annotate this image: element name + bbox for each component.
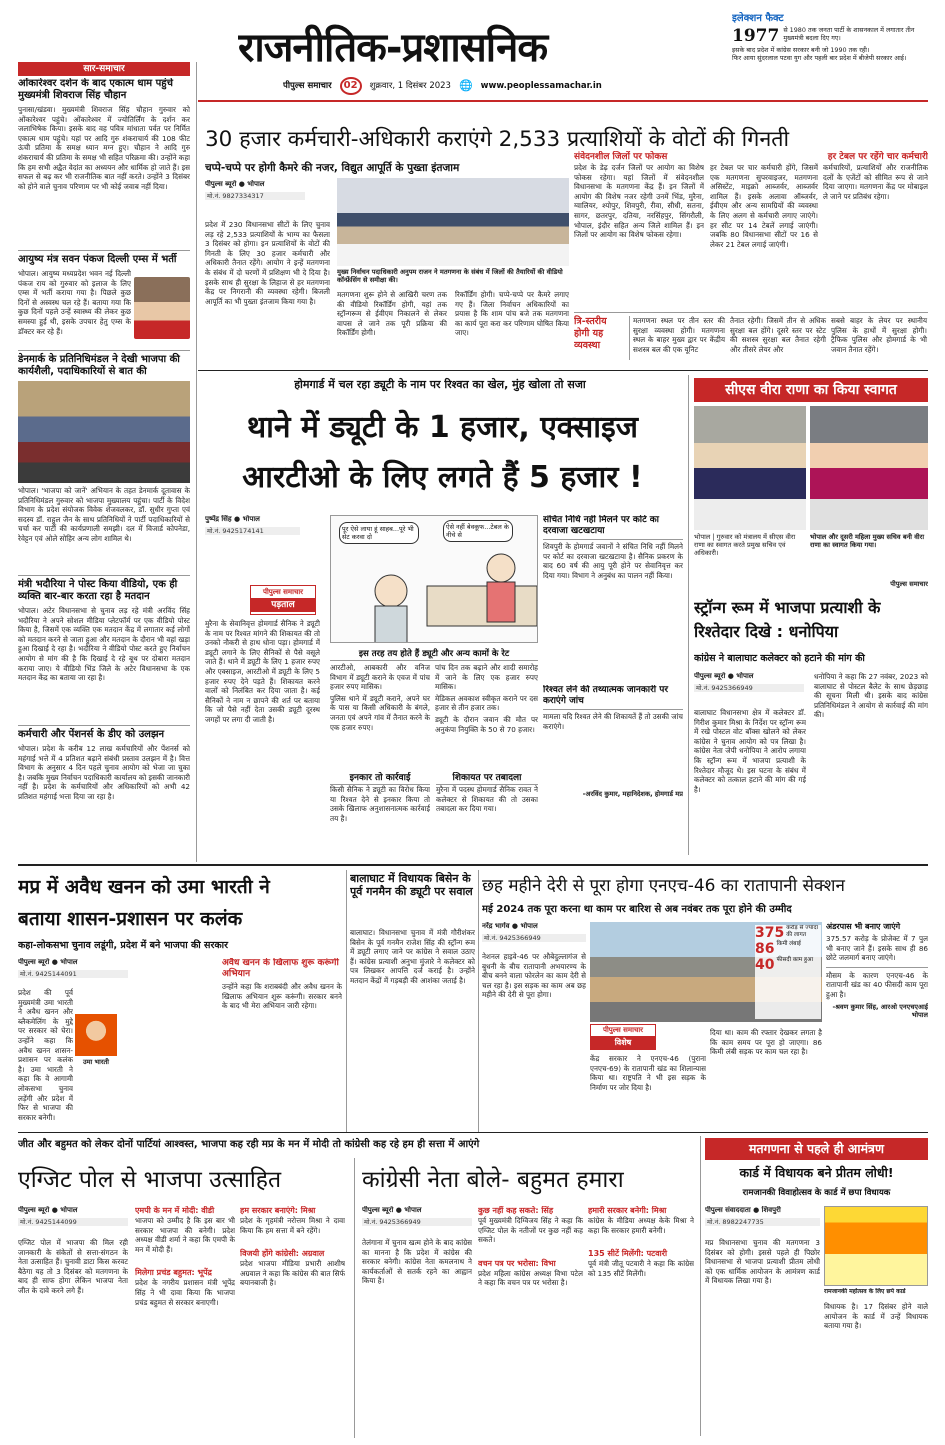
homeguard-kicker: होमगार्ड में चल रहा ड्यूटी के नाम पर रिश्वत का खेल, मुंह खोला तो सजा: [294, 378, 586, 391]
umabharti-body2: [122, 958, 217, 1128]
balaghat-headline: बालाघाट में विधायक बिसेन के पूर्व गनमैन की ड्यूटी पर सवाल: [350, 872, 473, 898]
quote-head: हमारी सरकार बनेगी: मिश्रा: [588, 1206, 667, 1215]
stamp-label: पड़ताल: [251, 598, 315, 612]
brief-body: पुनासा/खंडवा। मुख्यमंत्री शिवराज सिंह चौहान गुरुवार को ओंकारेश्वर पहुंचे। ओंकारेश्वर में ज्योतिर्लिंग के दर्शन कर जलाभिषेक किया। इसके बाद वह पवित्र मांधाता पर्वत पर निर्मित एकात्म धाम पहुंचे। यहां पर आदि गुरु शंकराचार्य की 108 फीट ऊंची प्रतिमा के समक्ष ध्यान मग्न हुए। चौहान ने आदि गुरु शंकराचार्य की प्रतिमा के समक्ष भी सहित परिक्रमा की। उन्होंने कहा कि हम सभी अद्वैत वेदांत का अध्ययन और धार्मिक हो जाते हैं। इस सफल से बढ़ कर भी राजनीतिक बात नहीं करते। उन्होंने 3 दिसंबर को होने वाले चुनाव परिणाम पर भी कोई जवाब नहीं दिया।: [18, 105, 190, 191]
csvira-photo2: [810, 406, 928, 530]
exit-byline-right: [362, 1206, 472, 1232]
probe-body: मामला यदि रिश्वत लेने की शिकायतें हैं तो उसकी जांच कराएंगे।: [543, 712, 683, 731]
briefs-section-bar: सार-समाचार: [18, 62, 190, 76]
rate-item: ड्यूटी के दौरान जवान की मौत पर अनुकंपा नियुक्ति के 50 से 70 हजार।: [435, 714, 538, 734]
umabharti-subbody: उन्होंने कहा कि शराबबंदी और अवैध खनन के खिलाफ अभियान शुरू करूंगी। सरकार बनने के बाद भी मेरा अभियान जारी रहेगा।: [222, 982, 342, 1011]
election-fact-label: इलेक्शन फैक्ट: [732, 13, 784, 24]
exit-body-right: तेलंगाना में चुनाव खत्म होने के बाद कांग्रेस का मानना है कि प्रदेश में कांग्रेस की सरकार बनेगी। कांग्रेस नेता कमलनाथ ने कार्यकर्ताओं से सतर्क रहने का आह्वान किया है।: [362, 1238, 472, 1286]
rate-item: मेडिकल अवकाश स्वीकृत कराने पर दस हजार से तीन हजार तक।: [435, 693, 538, 713]
invitation-card-caption: रामजानकी महोत्सव के लिए छपे कार्ड: [824, 1288, 906, 1295]
section-rule: [198, 100, 928, 102]
lead-body-col3: रिकॉर्डिंग होगी। चप्पे-चप्पे पर कैमरे लगाए गए हैं। जिला निर्वाचन अधिकारियों का प्रयास है कि शाम पांच बजे तक मतगणना का कार्य पूरा करा कर परिणाम घोषित किया जाए।: [455, 290, 569, 338]
quote-body: प्रदेश के गृहमंत्री नरोत्तम मिश्रा ने दावा किया कि हम सत्ता में बने रहेंगे।: [240, 1216, 345, 1235]
transfer-box: [436, 772, 538, 848]
exit-byline-left: [18, 1206, 128, 1232]
lodhi-headline-line1: मतगणना से पहले ही आमंत्रण: [705, 1138, 928, 1160]
brief-body: भोपाल। आयुष्य मध्यप्रदेश भवन नई दिल्ली पंकज राय को गुरुवार को इलाज के लिए एम्स में भर्ती कराया गया है। पिछले कुछ दिनों से अस्वस्थ चल रहे हैं। बताया गया कि कुछ दिनों पहले उन्हें स्वास्थ्य की लेकर कुछ समस्या हुई थी, इसके उपचार हेतु एम्स के डॉक्टर कर रहे हैं।: [18, 269, 131, 336]
strongroom-byline: पीपुल्स ब्यूरो ● भोपाल: [694, 672, 754, 680]
stat-label: फीसदी काम हुआ: [776, 957, 814, 963]
rates-head: इस तरह तय होते हैं ड्यूटी और अन्य कामों के रेट: [330, 648, 538, 661]
section-rule: [198, 370, 928, 371]
election-fact-box: [732, 12, 922, 92]
balaghat-body: बालाघाट। विधानसभा चुनाव में मंत्री गौरीशंकर बिसेन के पूर्व गनमैन राजेश सिंह की स्ट्रॉन्ग रूम में ड्यूटी लगाए जाने पर कांग्रेस ने सवाल उठाए हैं। कांग्रेस प्रत्याशी अनुभा मुंजारे ने कलेक्टर को पत्र लिखकर आपत्ति दर्ज कराई है। उन्होंने मतदान केंद्रों में गड़बड़ी की आशंका जताई है।: [350, 928, 475, 985]
nh46-body1: नेशनल हाइवे-46 पर औबेदुल्लागंज से बुधनी के बीच रातापानी अभयारण्य के बीच बनने वाला फोरलेन का काम देरी से चल रहा है। इस सड़क का काम अब छह महीने की देरी से पूरा होगा।: [482, 952, 586, 1000]
stat-label: करोड़ से ज्यादा की लागत: [786, 925, 819, 938]
nh46-side-signature: -श्रवण कुमार सिंह, आरओ एनएचएआई भोपाल: [832, 1002, 928, 1019]
lodhi-mobile: मो.नं. 8982247735: [705, 1218, 820, 1226]
column-divider: [196, 62, 197, 862]
nh46-mobile: मो.नं. 9425366949: [482, 934, 586, 942]
quote-head: वचन पत्र पर भरोसा: विभा: [478, 1258, 556, 1268]
probe-signature: -अरविंद कुमार, महानिदेशक, होमगार्ड मप्र: [582, 790, 683, 798]
cartoon-bubble: ऐसे नहीं बेवकूफ...टेबल के नीचे से: [443, 520, 513, 542]
exit-byline: पीपुल्स ब्यूरो ● भोपाल: [362, 1206, 422, 1214]
quote-body: पूर्व मंत्री जीतू पटवारी ने कहा कि कांग्रेस को 135 सीटें मिलेंगी।: [588, 1259, 694, 1278]
sensitive-districts-body: प्रदेश के डेढ़ दर्जन जिलों पर आयोग का विशेष फोकस रहेगा। यहां जिलों में संवेदनशील विधानसभा के मतगणना केंद्र हैं। इन जिलों में आयोग की विशेष नजर रहेगी उनमें भिंड, मुरैना, ग्वालियर, श्योपुर, शिवपुरी, रीवा, सीधी, सतना, सागर, छतरपुर, दतिया, नरसिंहपुर, सिंगरौली, भोपाल, इंदौर सहित अन्य जिले शामिल हैं। इन जिलों पर आयोग का विशेष फोकस रहेगा।: [574, 163, 704, 240]
quote-body: प्रदेश के नगरीय प्रशासन मंत्री भूपेंद्र सिंह ने भी दावा किया कि भाजपा प्रचंड बहुमत से सरकार बनाएगी।: [135, 1278, 235, 1307]
nh46-side-head: अंडरपास भी बनाए जाएंगे: [826, 922, 901, 931]
quote-head: विजयी होंगे कांग्रेसी: अग्रवाल: [240, 1249, 325, 1259]
homeguard-byline-block: [205, 515, 300, 541]
lead-body-col1: प्रदेश में 230 विधानसभा सीटों के लिए चुनाव लड़ रहे 2,533 प्रत्याशियों के भाग्य का फैसला 3 दिसंबर को होगा। इन प्रत्याशियों के वोटों की गिनती के लिए 30 हजार कर्मचारी और अधिकारी तैनात रहेंगे। आयोग ने इन्हें मतगणना के संबंध में दो चरणों में प्रशिक्षण भी दे दिया है। इसके साथ ही सुरक्षा के लिहाज से हर मतगणना केंद्र पर निगरानी की व्यवस्था रहेगी। बिजली आपूर्ति का भी पुख्ता इंतजाम किया गया है।: [205, 220, 330, 306]
lead-meeting-photo: [337, 178, 569, 266]
lead-mobile: मो.नं. 9827334317: [205, 192, 305, 200]
homeguard-headline-line1: थाने में ड्यूटी के 1 हजार, एक्साइज: [246, 410, 639, 445]
lodhi-headline-line2: कार्ड में विधायक बने प्रीतम लोधी!: [739, 1165, 894, 1180]
fund-head: संचित निधि नहीं मिलने पर कोर्ट का दरवाजा खटखटाया: [543, 515, 683, 540]
lodhi-byline: पीपुल्स संवाददाता ● शिवपुरी: [705, 1206, 781, 1214]
fund-box: [543, 515, 683, 675]
column-divider: [346, 870, 347, 1132]
transfer-head: शिकायत पर तबादला: [436, 772, 538, 785]
rates-box: [330, 648, 538, 768]
homeguard-mobile: मो.नं. 9425174141: [205, 527, 300, 535]
section-rule: [18, 1132, 928, 1133]
nh46-stats: [755, 925, 821, 1019]
fund-body: शिवपुरी के होमगार्ड जवानों ने संचित निधि नहीं मिलने पर कोर्ट का दरवाजा खटखटाया है। सैनिक प्रकरण के बाद 60 वर्ष की आयु पूरी होने पर सेवानिवृत्त कर दिया गया। विभाग ने अनुबंध का पालन नहीं किया।: [543, 542, 683, 580]
exit-mobile: मो.नं. 9425366949: [362, 1218, 472, 1226]
homeguard-headline-line2: आरटीओ के लिए लगते हैं 5 हजार !: [242, 460, 643, 495]
nh46-headline: छह महीने देरी से पूरा होगा एनएच-46 का रातापानी सेक्शन: [482, 876, 845, 896]
quote-body: प्रदेश भाजपा मीडिया प्रभारी आशीष अग्रवाल ने कहा कि कांग्रेस की बात सिर्फ बयानबाजी है।: [240, 1259, 345, 1288]
tier-security-1: मतगणना स्थल पर तीन स्तर की सुरक्षा व्यवस्था होगी। मतगणना स्थल के बाहर मुख्य द्वार पर केंद्रीय सशस्त्र बल की एक यूनिट: [629, 316, 725, 360]
tables-box: [710, 151, 928, 307]
exit-headline-right: कांग्रेसी नेता बोले- बहुमत हमारा: [362, 1167, 624, 1193]
transfer-body: मुरैना में पदस्थ होमगार्ड सैनिक रावत ने कलेक्टर से शिकायत की तो उसका तबादला कर दिया गया।: [436, 785, 538, 814]
delegation-photo: [18, 381, 190, 483]
stat-value: 40: [755, 957, 775, 973]
csvira-caption2: भोपाल और दूसरी महिला मुख्य सचिव बनी वीरा राणा का स्वागत किया गया।: [810, 533, 925, 550]
quote-head: मिलेगा प्रचंड बहुमत: भूपेंद्र: [135, 1268, 212, 1278]
exit-col-bjp1: [135, 1206, 235, 1428]
exit-byline: पीपुल्स ब्यूरो ● भोपाल: [18, 1206, 78, 1214]
umabharti-photo-caption: उमा भारती: [82, 1058, 110, 1066]
column-divider: [688, 375, 689, 855]
lodhi-body2: विधायक है। 17 दिसंबर होने वाले आयोजन के कार्ड में उन्हें विधायक बताया गया है।: [824, 1302, 928, 1331]
quote-head: एमपी के मन में मोदी: वीडी: [135, 1206, 215, 1215]
exit-col-bjp2: [240, 1206, 345, 1428]
page-number-badge: 02: [340, 77, 362, 95]
bribery-cartoon: [330, 515, 538, 643]
paper-name: पीपुल्स समाचार: [283, 81, 332, 91]
tier-security-2: तैनात रहेगी। जिसमें तीन से अधिक सुरक्षा बल होंगे। दूसरे स्तर पर स्टेट की सशस्त्र सुरक्षा बल तैनात रहेगी और तीसरे लेयर और: [730, 316, 826, 354]
exit-col-cong1: [478, 1206, 583, 1428]
brief-headline: ओंकारेश्वर दर्शन के बाद एकात्म धाम पहुंचे मुख्यमंत्री शिवराज सिंह चौहान: [18, 78, 173, 101]
masthead-info-bar: [283, 77, 708, 95]
nh46-byline-block: [482, 922, 586, 948]
brief-headline: आयुष्य मंत्र सवन पंकज दिल्ली एम्स में भर्ती: [18, 250, 190, 266]
nh46-side-body2: मौसम के कारण एनएच-46 के रातापानी खंड का 40 फीसदी काम पूरा हुआ है।: [826, 967, 928, 1000]
umabharti-byline-block: [18, 958, 128, 984]
lead-byline-block: [205, 180, 305, 206]
stat-value: 375: [755, 925, 785, 941]
umabharti-subhead: अवैध खनन के खिलाफ शुरू करूंगी अभियान: [222, 958, 339, 979]
refusal-body: किसी सैनिक ने ड्यूटी का विरोध किया या रिश्वत देने से इनकार किया तो उसके खिलाफ अनुशासनात्मक कार्रवाई तय है।: [330, 785, 430, 823]
election-fact-line2: इसके बाद प्रदेश में कांग्रेस सरकार बनी जो 1990 तक रही।: [732, 46, 870, 54]
strongroom-headline: स्ट्रॉन्ग रूम में भाजपा प्रत्याशी के रिश्तेदार दिखे : धनोपिया: [694, 598, 881, 641]
tier-security-3: सबसे बाहर के लेयर पर स्थानीय पुलिस के हाथों में सुरक्षा होगी। ट्रैफिक पुलिस और होमगार्ड के भी जवान तैनात रहेंगे।: [831, 316, 927, 354]
tables-box-body2: कर्मचारियों, प्रत्याशियों और राजनीतिक दलों के एजेंटों को सीमित रूप से जाने दिया जाएगा। मतगणना केंद्र पर मोबाइल ले जाने पर प्रतिबंध रहेगा।: [823, 163, 928, 201]
homeguard-byline: पुष्पेंद्र सिंह ● भोपाल: [205, 515, 260, 523]
umabharti-subbox: [222, 958, 342, 1128]
brief-body: भोपाल। 'भाजपा को जानें' अभियान के तहत डेनमार्क दूतावास के प्रतिनिधिमंडल गुरुवार को भाजपा मुख्यालय पहुंचा। पार्टी के विदेश विभाग के प्रदेश संयोजक विवेक शेजवलकर, डॉ. सुधीर गुप्ता एवं सदस्य डॉ. राहुल जैन के साथ प्रतिनिधियों ने पार्टी पदाधिकारियों से चर्चा कर पार्टी की कार्यप्रणाली समझी। दल में विजार्ड कोपनेडा, रेवेट्टन एवं ओले सोहिर अन्य लोग शामिल थे।: [18, 486, 190, 543]
lead-headline: 30 हजार कर्मचारी-अधिकारी कराएंगे 2,533 प्रत्याशियों के वोटों की गिनती: [205, 127, 790, 152]
quote-head: हम सरकार बनाएंगे: मिश्रा: [240, 1206, 316, 1215]
section-rule: [18, 864, 928, 866]
exit-mobile: मो.नं. 9425144099: [18, 1218, 128, 1226]
homeguard-body: मुरैना के सेवानिवृत्त होमगार्ड सैनिक ने ड्यूटी के नाम पर रिश्वत मांगने की शिकायत की तो उनको नौकरी से हाथ धोना पड़ा। होमगार्ड में ड्यूटी लगाने के लिए सैनिकों से पैसे वसूले जाते हैं। थाने में ड्यूटी के लिए 1 हजार रुपए और एक्साइज, आरटीओ में ड्यूटी के लिए 5 हजार रुपए देने पड़ते हैं। शिकायत करने वालों को निलंबित कर दिया जाता है। कई सैनिकों ने नाम न छापने की शर्त पर बताया कि जो पैसे नहीं देता उसकी ड्यूटी दूरस्थ जगहों पर लगा दी जाती है।: [205, 619, 320, 724]
strongroom-mobile: मो.नं. 9425366949: [694, 684, 804, 692]
strongroom-byline-block: [694, 672, 804, 698]
stamp-label: विशेष: [591, 1036, 655, 1049]
special-stamp: [590, 1024, 656, 1050]
lead-deck: चप्पे-चप्पे पर होगी कैमरे की नजर, विद्युत आपूर्ति के पुख्ता इंतजाम: [205, 162, 460, 174]
lead-photo-caption: मुख्य निर्वाचन पदाधिकारी अनुपम राजन ने मतगणना के संबंध में जिलों की तैयारियों की वीडियो कॉन्फ्रेंसिंग से समीक्षा की।: [337, 268, 563, 285]
briefs-column: [18, 78, 190, 840]
brief-headline: डेनमार्क के प्रतिनिधिमंडल ने देखी भाजपा की कार्यशैली, पदाधिकारियों से बात की: [18, 350, 190, 378]
umabharti-photo: [75, 1014, 117, 1056]
invitation-card-image: [824, 1206, 928, 1286]
umabharti-deck: कहा-लोकसभा चुनाव लडूंगी, प्रदेश में बने भाजपा की सरकार: [18, 940, 228, 951]
quote-body: पूर्व मुख्यमंत्री दिग्विजय सिंह ने कहा कि एग्जिट पोल के नतीजों पर कुछ नहीं कह सकते।: [478, 1216, 583, 1245]
person-photo: [134, 277, 190, 339]
probe-head: रिश्वत लेने की तथ्यात्मक जानकारी पर कराएंगे जांच: [543, 685, 683, 710]
brief-headline: मंत्री भदौरिया ने पोस्ट किया वीडियो, एक ही व्यक्ति बार-बार करता रहा है मतदान: [18, 575, 190, 603]
sensitive-districts-head: संवेदनशील जिलों पर फोकस: [574, 152, 668, 162]
election-fact-line1: से 1980 तक जनता पार्टी के शासनकाल में लगातार तीन मुख्यमंत्री बदला दिए गए।: [783, 26, 915, 42]
rate-item: पांच दिन तक बढ़ाने और शादी समारोह में जाने के लिए एक हजार रुपए मासिक।: [435, 663, 538, 692]
rate-item: पुलिस थाने में ड्यूटी कराने, अपने घर के पास या किसी अधिकारी के बंगले, जनता एवं अपने गांव में तैनात करने के एक हजार रुपए।: [330, 693, 430, 732]
stat-value: 86: [755, 941, 775, 957]
globe-icon: 🌐: [458, 79, 473, 92]
umabharti-headline-line1: मप्र में अवैध खनन को उमा भारती ने: [18, 876, 270, 898]
brief-headline: कर्मचारी और पेंशनर्स के डीए को उलझन: [18, 725, 190, 741]
quote-head: 135 सीटें मिलेंगी: पटवारी: [588, 1249, 668, 1259]
exit-headline-left: एग्जिट पोल से भाजपा उत्साहित: [18, 1167, 282, 1193]
umabharti-byline: पीपुल्स ब्यूरो ● भोपाल: [18, 958, 78, 966]
nh46-deck: मई 2024 तक पूरा करना था काम पर बारिश से अब नवंबर तक पूरा होने की उम्मीद: [482, 904, 792, 915]
tier-security-label: त्रि-स्तरीय होगी यह व्यवस्था: [574, 316, 607, 351]
cartoon-bubble: पूर ऐसे लाया हूं साहब...पूरे भी सेट करवा दो: [339, 522, 419, 544]
election-fact-line3: फिर आया सुंदरलाल पटवा युग और पहली बार प्रदेश में बीजेपी सरकार आई।: [732, 54, 907, 62]
tables-box-body: हर टेबल पर चार कर्मचारी होंगे, जिसमें एक मतगणना सुपरवाइजर, मतगणना असिस्टेंट, माइक्रो आब्जर्वर, आब्जर्वर शामिल हैं। इसके अलावा ऑब्जर्वर, ईवीएम और अन्य सामग्रियों की व्यवस्था के लिए अलग से कर्मचारी लगाए जाएंगे। हर सीट पर 14 टेबलें लगाई जाएंगी। जबकि 80 विधानसभा सीटों पर 16 से लेकर 21 टेबल लगाई जाएंगी।: [710, 163, 818, 249]
issue-date: शुक्रवार, 1 दिसंबर 2023: [369, 81, 451, 91]
tier-security-box: [574, 312, 928, 360]
csvira-headline: सीएस वीरा राणा का किया स्वागत: [694, 378, 928, 402]
sensitive-districts-box: [574, 151, 704, 307]
lead-body-col2: मतगणना शुरू होने से आखिरी चरण तक की वीडियो रिकॉर्डिंग होगी, यहां तक स्ट्रॉन्गरूम से ईवीएम निकालने से लेकर वापस ले जाने तक पूरी प्रक्रिया की रिकॉर्डिंग होगी।: [337, 290, 447, 338]
lodhi-deck: रामजानकी विवाहोत्सव के कार्ड में छपा विधायक: [742, 1188, 891, 1198]
strongroom-body2: धनोपिया ने कहा कि 27 नवंबर, 2023 को बालाघाट से पोस्टल बैलेट के साथ छेड़छाड़ की सूचना मिली थी। इसके बाद कांग्रेस प्रतिनिधिमंडल ने आयोग से कार्रवाई की मांग की।: [814, 672, 928, 720]
exit-kicker: जीत और बहुमत को लेकर दोनों पार्टियां आश्वस्त, भाजपा कह रही मप्र के मन में मोदी तो कांग्रेसी कह रहे हम ही सत्ता में आएंगे: [18, 1139, 480, 1150]
column-divider: [354, 1158, 355, 1438]
csvira-photo1: [694, 406, 806, 530]
csvira-caption1: भोपाल | गुरुवार को मंत्रालय में सीएस वीरा राणा का स्वागत करते प्रमुख सचिव एवं अधिकारी।: [694, 533, 796, 558]
probe-box: [543, 685, 683, 790]
lodhi-byline-block: [705, 1206, 820, 1232]
rate-item: आरटीओ, आबकारी और वनिज विभाग में ड्यूटी कराने के एवज में पांच हजार रुपए मासिक।: [330, 663, 430, 692]
lead-byline: पीपुल्स ब्यूरो ● भोपाल: [205, 180, 265, 188]
exit-col-cong2: [588, 1206, 694, 1428]
strongroom-deck: कांग्रेस ने बालाघाट कलेक्टर को हटाने की मांग की: [694, 653, 865, 664]
page-section-title: राजनीतिक-प्रशासनिक: [238, 25, 548, 71]
stamp-paper: पीपुल्स समाचार: [262, 588, 304, 596]
quote-head: कुछ नहीं कह सकते: सिंह: [478, 1206, 554, 1215]
csvira-credit: पीपुल्स समाचार: [890, 580, 928, 588]
umabharti-mobile: मो.नं. 9425144091: [18, 970, 128, 978]
nh46-sidebar: [826, 922, 928, 1128]
exit-body-left: एग्जिट पोल में भाजपा की मिल रही जानकारी के संकेतों से सत्ता-संगठन के नेता उत्साहित हैं। चुनावी डाटा किस करवट बैठेगा यह तो 3 दिसंबर को मतगणना के बाद ही साफ होगा लेकिन भाजपा नेता जीत के दावे करने लगे हैं।: [18, 1238, 128, 1295]
quote-body: कांग्रेस के मीडिया अध्यक्ष केके मिश्रा ने कहा कि सरकार हमारी बनेगी।: [588, 1216, 694, 1235]
election-fact-year: 1977: [732, 26, 780, 46]
umabharti-body: प्रदेश की पूर्व मुख्यमंत्री उमा भारती ने अवैध खनन और ब्लैकमेलिंग के मुद्दे पर सरकार को घेरा। उन्होंने कहा कि अवैध खनन शासन-प्रशासन पर कलंक है। उमा भारती ने कहा कि वे आगामी लोकसभा चुनाव लड़ेंगी और प्रदेश में फिर से भाजपा की सरकार बनेगी।: [18, 988, 73, 1122]
nh46-side-body: 375.57 करोड़ के प्रोजेक्ट में 7 पुल भी बनाए जाने हैं। इसके साथ ही 86 छोटे जलमार्ग बनाए जाएंगे।: [826, 934, 928, 963]
refusal-head: इनकार तो कार्रवाई: [330, 772, 430, 785]
refusal-box: [330, 772, 430, 848]
stamp-paper: पीपुल्स समाचार: [602, 1026, 644, 1034]
website-link[interactable]: www.peoplessamachar.in: [480, 81, 602, 91]
stat-label: किमी लंबाई: [776, 941, 801, 947]
nh46-body3: दिया था। काम की रफ्तार देखकर लगता है कि काम समय पर पूरा हो जाएगा। 86 किमी लंबी सड़क पर काम चल रहा है।: [710, 1028, 822, 1057]
quote-body: प्रदेश महिला कांग्रेस अध्यक्ष विभा पटेल ने कहा कि वचन पत्र पर भरोसा है।: [478, 1268, 583, 1288]
quote-body: भाजपा को उम्मीद है कि इस बार भी सरकार भाजपा की बनेगी। प्रदेश अध्यक्ष वीडी शर्मा ने कहा कि एमपी के मन में मोदी हैं।: [135, 1216, 235, 1254]
lodhi-body: मप्र विधानसभा चुनाव की मतगणना 3 दिसंबर को होगी। इससे पहले ही पिछोर विधानसभा से भाजपा प्रत्याशी प्रीतम लोधी को एक धार्मिक आयोजन के आमंत्रण कार्ड में विधायक लिखा गया है।: [705, 1238, 820, 1286]
nh46-body2: केंद्र सरकार ने एनएच-46 (पुराना एनएच-69) के रातापानी खंड का शिलान्यास किया था। राष्ट्रपति ने भी इस सड़क के निर्माण पर जोर दिया है।: [590, 1054, 706, 1092]
column-divider: [700, 1136, 701, 1436]
nh46-byline: नरेंद्र भार्गव ● भोपाल: [482, 922, 538, 930]
tables-box-head: हर टेबल पर रहेंगे चार कर्मचारी: [827, 152, 928, 162]
brief-body: भोपाल। अटेर विधानसभा से चुनाव लड़ रहे मंत्री अरविंद सिंह भदौरिया ने अपने सोशल मीडिया प्लेटफॉर्म पर एक वीडियो पोस्ट किया है, जिसमें एक व्यक्ति एक मतदान केंद्र में लगातार कई लोगों को मतदान करने से जाता हुआ और मतदान के दौरान भी वहां खड़ा हुआ दिखाई दे रहा है। भदौरिया ने वीडियो पोस्ट करते हुए निर्वाचन आयोग से मांग की है कि दिखाई दे रहे बूथ पर दोबारा मतदान कराया जाए। ये वीडियो भिंड जिले के अटेर विधानसभा के एक मतदान केंद्र का बताया जा रहा है।: [18, 606, 190, 683]
umabharti-headline-line2: बताया शासन-प्रशासन पर कलंक: [18, 908, 243, 930]
column-divider: [478, 870, 479, 1132]
brief-body: भोपाल। प्रदेश के करीब 12 लाख कर्मचारियों और पेंशनर्स को महंगाई भत्ते में 4 प्रतिशत बढ़ाने संबंधी प्रस्ताव उलझन में है। वित्त विभाग के अनुसार 4 दिन पहले चुनाव आयोग को भेजा जा चुका है। जबकि मुख्य निर्वाचन पदाधिकारी कार्यालय को इसकी जानकारी नहीं है। प्रदेश के कर्मचारियों और अधिकारियों को अभी 42 प्रतिशत महंगाई भत्ता दिया जा रहा है।: [18, 744, 190, 801]
strongroom-body: बालाघाट विधानसभा क्षेत्र में कलेक्टर डॉ. गिरीश कुमार मिश्रा के निर्देश पर स्ट्रॉन्ग रूम में रखे पोस्टल वोट बॉक्स खोलने को लेकर कांग्रेस ने चुनाव आयोग को पत्र लिखा है। कांग्रेस नेता जेपी धनोपिया ने आरोप लगाया कि स्ट्रॉन्ग रूम में भाजपा प्रत्याशी के रिश्तेदार मौजूद थे। इस घटना के संबंध में कलेक्टर को तत्काल हटाने की मांग की गई है।: [694, 708, 806, 794]
